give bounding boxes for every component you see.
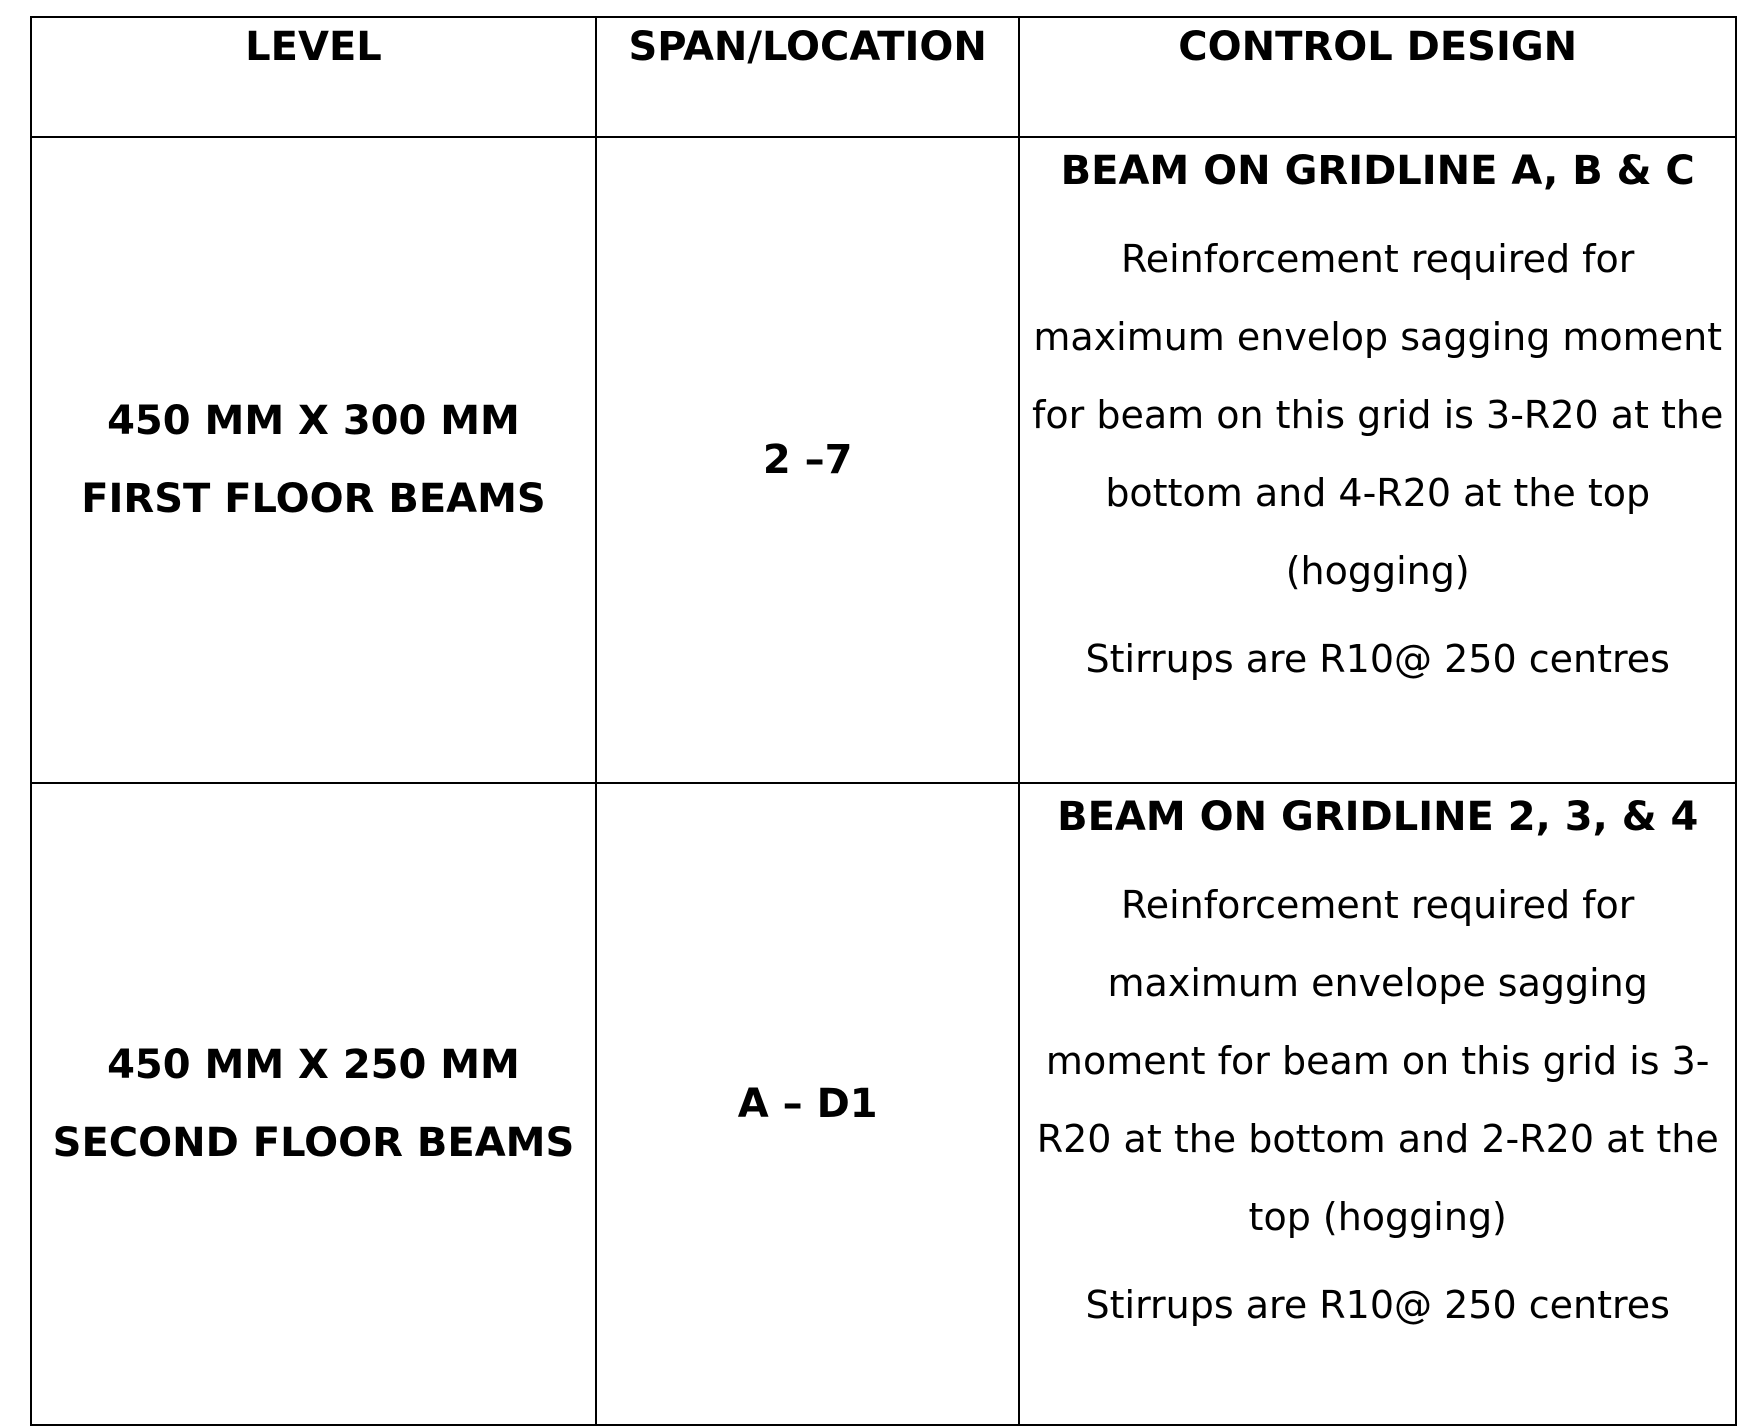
stirrups-text: Stirrups are R10@ 250 centres bbox=[1085, 637, 1670, 681]
level-cell bbox=[31, 137, 596, 783]
table-row bbox=[31, 783, 1736, 1425]
header-control-design: CONTROL DESIGN bbox=[1019, 17, 1736, 137]
design-title: BEAM ON GRIDLINE 2, 3, & 4 bbox=[1057, 794, 1699, 840]
design-cell bbox=[1019, 137, 1736, 783]
level-size: 450 MM X 300 MM bbox=[107, 398, 520, 444]
level-floor: SECOND FLOOR BEAMS bbox=[52, 1120, 575, 1166]
level-size: 450 MM X 250 MM bbox=[107, 1042, 520, 1088]
header-row bbox=[31, 17, 1736, 137]
design-text: Reinforcement required for maximum envelop sagging moment for beam on this grid is 3-R20 at the bottom and 4-R20 at the top (hogging) bbox=[1032, 237, 1724, 593]
header-level: LEVEL bbox=[31, 17, 596, 137]
stirrups-text: Stirrups are R10@ 250 centres bbox=[1085, 1283, 1670, 1327]
span-cell: A – D1 bbox=[596, 783, 1019, 1425]
header-span-location: SPAN/LOCATION bbox=[596, 17, 1019, 137]
beam-design-table bbox=[30, 16, 1737, 1426]
level-cell bbox=[31, 783, 596, 1425]
table-row bbox=[31, 137, 1736, 783]
design-title: BEAM ON GRIDLINE A, B & C bbox=[1060, 148, 1695, 194]
span-cell: 2 –7 bbox=[596, 137, 1019, 783]
level-floor: FIRST FLOOR BEAMS bbox=[81, 476, 546, 522]
design-cell bbox=[1019, 783, 1736, 1425]
design-text: Reinforcement required for maximum envelope sagging moment for beam on this grid is 3-R20 at the bottom and 2-R20 at the top (hogging) bbox=[1036, 883, 1719, 1239]
